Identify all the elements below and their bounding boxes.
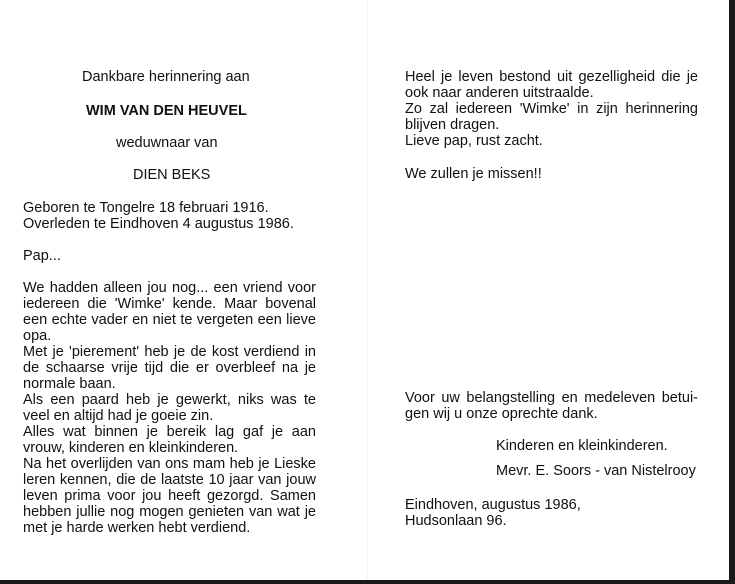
- tribute-line: We hadden alleen jou nog... een vriend voor: [23, 280, 316, 296]
- tribute-line: opa.: [23, 328, 52, 344]
- poem-text: [405, 69, 698, 149]
- address: Hudsonlaan 96.: [405, 513, 507, 529]
- poem-line: Zo zal iedereen 'Wimke' in zijn herinnering: [405, 101, 698, 117]
- salutation: Pap...: [23, 248, 61, 264]
- tribute-line: met je harde werken hebt verdiend.: [23, 520, 251, 536]
- tribute-line: leren kennen, die de laatste 10 jaar van jouw: [23, 472, 316, 488]
- poem-line: blijven dragen.: [405, 117, 500, 133]
- tribute-line: een echte vader en niet te vergeten een lieve: [23, 312, 316, 328]
- tribute-line: hebben jullie nog mogen genieten van wat je: [23, 504, 316, 520]
- place-date: Eindhoven, augustus 1986,: [405, 497, 581, 513]
- card-fold-line: [367, 0, 368, 580]
- thanks-line: Voor uw belangstelling en medeleven betui-: [405, 390, 698, 406]
- thanks-line: gen wij u onze oprechte dank.: [405, 406, 598, 422]
- card-heading: Dankbare herinnering aan: [82, 69, 250, 85]
- tribute-line: leven prima voor jou heeft gezorgd. Samen: [23, 488, 316, 504]
- tribute-line: Na het overlijden van ons mam heb je Lieske: [23, 456, 316, 472]
- relation-text: weduwnaar van: [116, 135, 218, 151]
- poem-line: Heel je leven bestond uit gezelligheid die je: [405, 69, 698, 85]
- birth-line: Geboren te Tongelre 18 februari 1916.: [23, 200, 269, 216]
- death-line: Overleden te Eindhoven 4 augustus 1986.: [23, 216, 294, 232]
- tribute-line: Als een paard heb je gewerkt, niks was te: [23, 392, 316, 408]
- spouse-name: DIEN BEKS: [133, 167, 211, 183]
- tribute-line: de schaarse vrije tijd die er overbleef na je: [23, 360, 316, 376]
- tribute-line: vrouw, kinderen en kleinkinderen.: [23, 440, 239, 456]
- poem-line: ook naar anderen uitstraalde.: [405, 85, 594, 101]
- deceased-name: WIM VAN DEN HEUVEL: [86, 103, 247, 119]
- poem-line: Lieve pap, rust zacht.: [405, 133, 543, 149]
- signed-contact: Mevr. E. Soors - van Nistelrooy: [496, 463, 696, 479]
- tribute-line: veel en altijd had je goeie zin.: [23, 408, 214, 424]
- closing-line: We zullen je missen!!: [405, 166, 542, 182]
- tribute-text: [23, 280, 316, 536]
- signed-family: Kinderen en kleinkinderen.: [496, 438, 668, 454]
- tribute-line: normale baan.: [23, 376, 116, 392]
- tribute-line: Met je 'pierement' heb je de kost verdiend in: [23, 344, 316, 360]
- thanks-text: [405, 390, 698, 422]
- tribute-line: iedereen die 'Wimke' kende. Maar bovenal: [23, 296, 316, 312]
- tribute-line: Alles wat binnen je bereik lag gaf je aan: [23, 424, 316, 440]
